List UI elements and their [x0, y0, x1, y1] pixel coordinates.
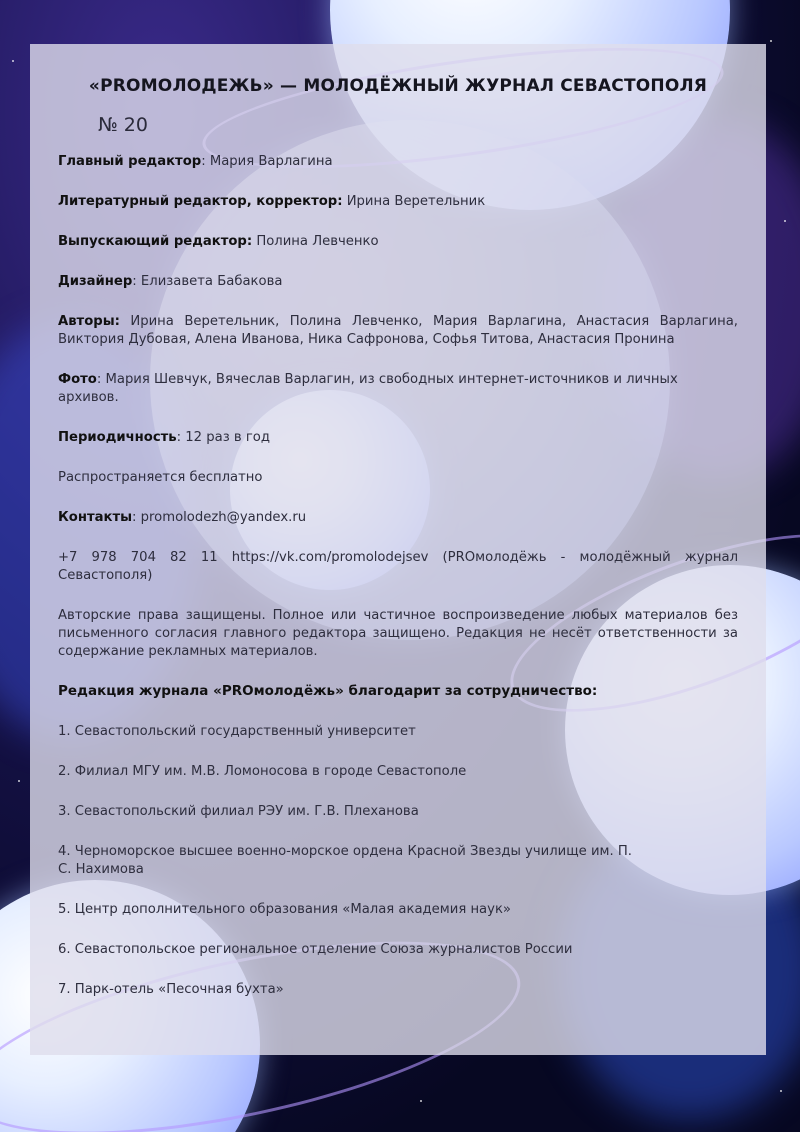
contacts-label: Контакты — [58, 510, 133, 525]
copyright-text: Авторские права защищены. Полное или частичное воспроизведение любых материалов без письменного согласия главного редактора защищено. Редакция не несёт ответственности за содержание рекламных материалов. — [58, 608, 738, 659]
star — [18, 780, 20, 782]
contacts-email[interactable]: : promolodezh@yandex.ru — [132, 510, 307, 525]
release-editor-value: Полина Левченко — [252, 234, 379, 249]
star — [784, 220, 786, 222]
literary-editor-line — [58, 193, 738, 211]
star — [420, 1100, 422, 1102]
periodicity-label: Периодичность — [58, 430, 177, 445]
contacts-line — [58, 509, 738, 527]
authors-line — [58, 313, 738, 349]
photo-label: Фото — [58, 372, 97, 387]
partner-list-item: 5. Центр дополнительного образования «Малая академия наук» — [58, 902, 511, 917]
partner-list-item: 2. Филиал МГУ им. М.В. Ломоносова в городе Севастополе — [58, 764, 467, 779]
partner-list-item: 6. Севастопольское региональное отделение Союза журналистов России — [58, 942, 573, 957]
authors-value: Ирина Веретельник, Полина Левченко, Мария Варлагина, Анастасия Варлагина, Виктория Дубовая, Алена Иванова, Ника Сафронова, Софья Титова, Анастасия Пронина — [58, 314, 738, 347]
partner-list-item: 3. Севастопольский филиал РЭУ им. Г.В. Плеханова — [58, 804, 419, 819]
literary-editor-label: Литературный редактор, корректор: — [58, 194, 343, 209]
chief-editor-line — [58, 153, 738, 171]
designer-line — [58, 273, 738, 291]
photo-line — [58, 371, 738, 407]
imprint-panel — [30, 44, 766, 1055]
partner-list-item: 4. Черноморское высшее военно-морское ордена Красной Звезды училище им. П. С. Нахимова — [58, 844, 632, 877]
periodicity-line — [58, 429, 738, 447]
periodicity-value: : 12 раз в год — [176, 430, 270, 445]
authors-label: Авторы: — [58, 314, 120, 329]
free-distribution-text: Распространяется бесплатно — [58, 470, 263, 485]
phone-and-link-text[interactable]: +7 978 704 82 11 https://vk.com/promolodejsev (PROмолодёжь - молодёжный журнал Севастополя) — [58, 550, 738, 583]
issue-number: № 20 — [98, 114, 148, 136]
page-title: «PROМОЛОДЕЖЬ» — МОЛОДЁЖНЫЙ ЖУРНАЛ СЕВАСТОПОЛЯ — [88, 76, 708, 96]
star — [770, 40, 772, 42]
photo-value: : Мария Шевчук, Вячеслав Варлагин, из свободных интернет-источников и личных архивов. — [58, 372, 678, 405]
release-editor-line — [58, 233, 738, 251]
star — [780, 1090, 782, 1092]
release-editor-label: Выпускающий редактор: — [58, 234, 253, 249]
chief-editor-value: : Мария Варлагина — [201, 154, 333, 169]
partner-list-item: 7. Парк-отель «Песочная бухта» — [58, 982, 284, 997]
thanks-heading: Редакция журнала «PROмолодёжь» благодарит за сотрудничество: — [58, 683, 598, 699]
chief-editor-label: Главный редактор — [58, 154, 202, 169]
designer-label: Дизайнер — [58, 274, 133, 289]
star — [12, 60, 14, 62]
literary-editor-value: Ирина Веретельник — [342, 194, 486, 209]
partner-list-item: 1. Севастопольский государственный университет — [58, 724, 416, 739]
designer-value: : Елизавета Бабакова — [132, 274, 283, 289]
